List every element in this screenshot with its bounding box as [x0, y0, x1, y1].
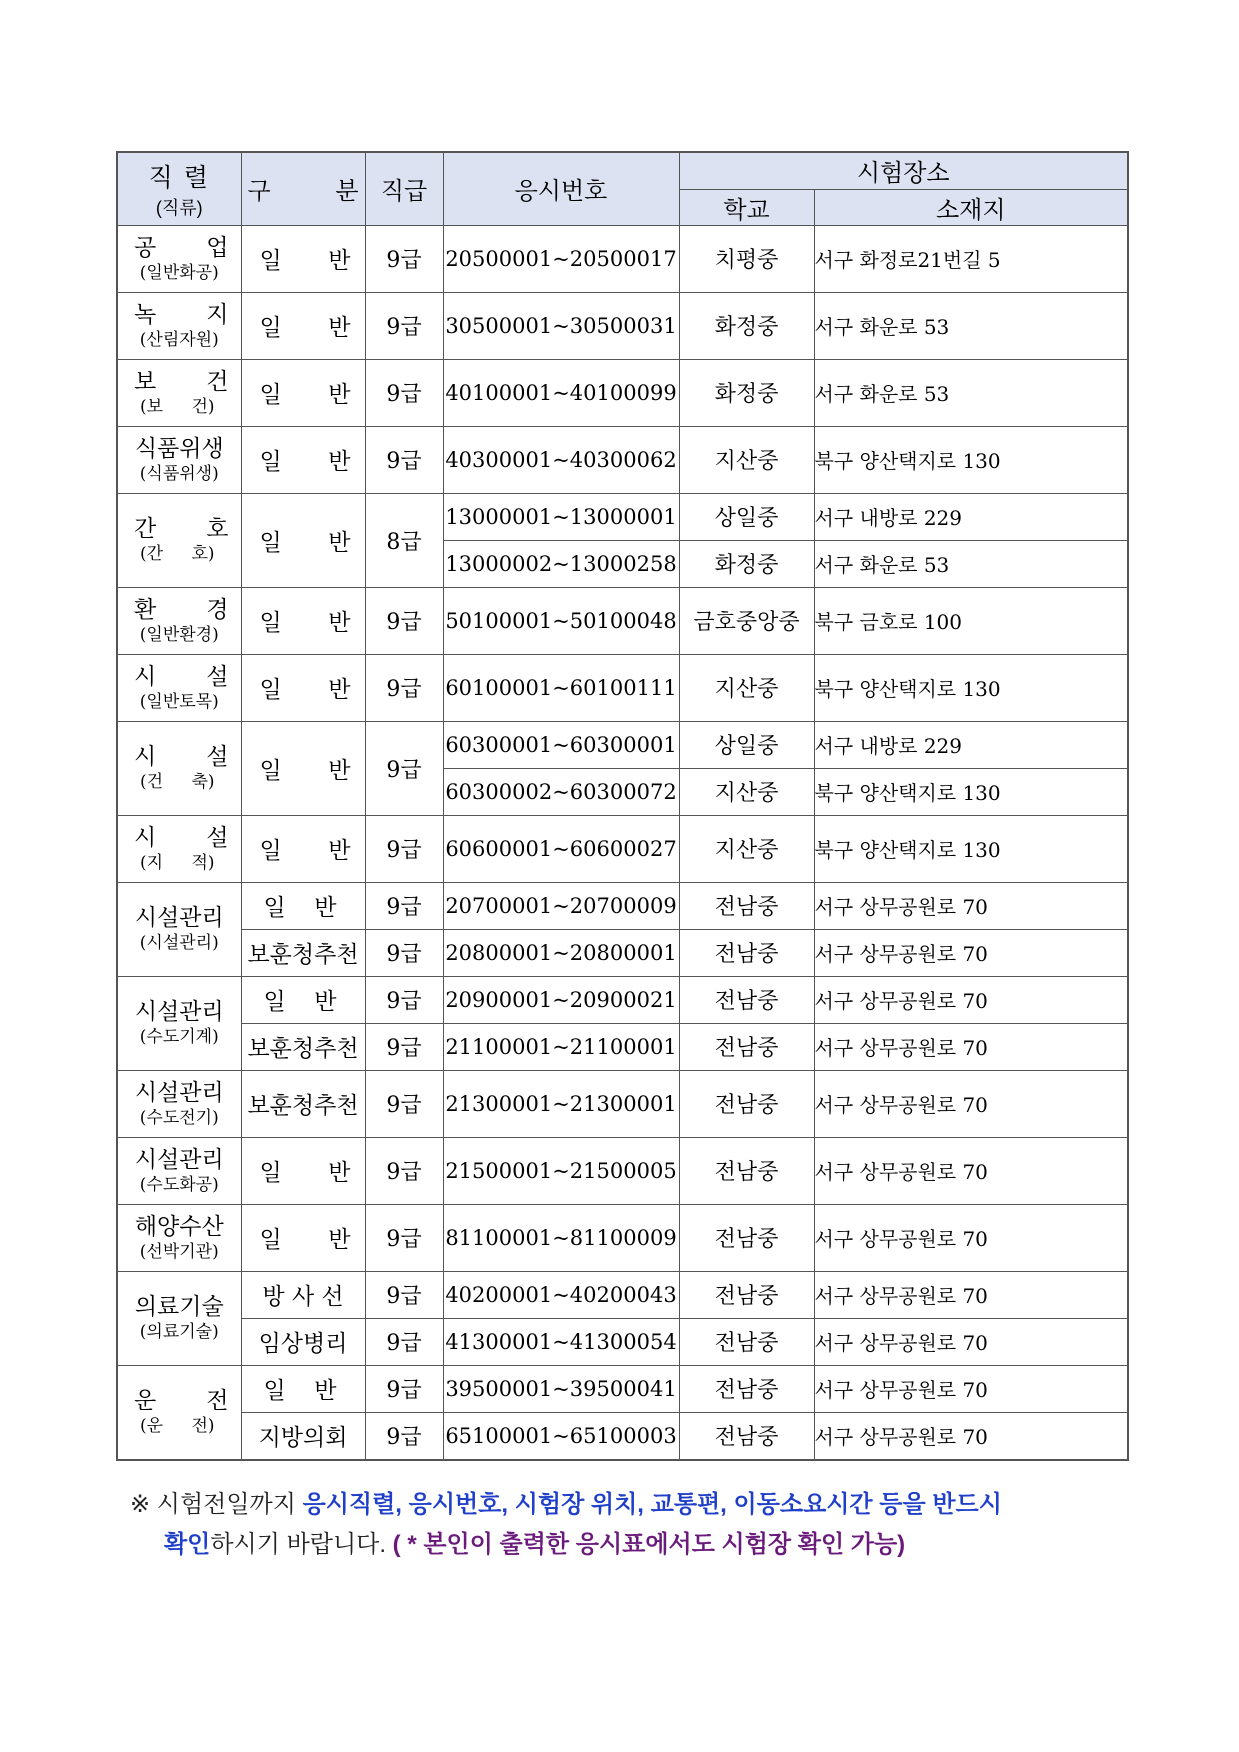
- job-cell: [117, 225, 241, 292]
- address-cell: 북구 금호로 100: [814, 587, 1128, 654]
- division-cell: 보훈청추천: [241, 929, 365, 976]
- division-cell: 일 반: [241, 1204, 365, 1271]
- job-series: 시설관리: [134, 999, 224, 1025]
- header-grade: 직급: [365, 152, 443, 225]
- school-cell: 전남중: [679, 929, 814, 976]
- table-row: [117, 587, 1128, 654]
- job-series: 공 업: [134, 234, 229, 261]
- table-row: [117, 1318, 1128, 1365]
- address-cell: 서구 내방로 229: [814, 493, 1128, 540]
- address-cell: 북구 양산택지로 130: [814, 426, 1128, 493]
- notice-text: [130, 1485, 1130, 1565]
- table-row: [117, 929, 1128, 976]
- school-cell: 전남중: [679, 1023, 814, 1070]
- address-cell: 서구 상무공원로 70: [814, 929, 1128, 976]
- grade-cell: 9급: [365, 1137, 443, 1204]
- job-category: (식품위생): [139, 463, 219, 484]
- table-row: [117, 1070, 1128, 1137]
- division-cell: 지방의회: [241, 1412, 365, 1460]
- notice-parenthetical: ( * 본인이 출력한 응시표에서도 시험장 확인 가능): [392, 1531, 906, 1558]
- job-category: (간 호): [140, 544, 215, 564]
- address-cell: 서구 화운로 53: [814, 359, 1128, 426]
- table-row: [117, 1412, 1128, 1460]
- address-cell: 서구 상무공원로 70: [814, 1204, 1128, 1271]
- division-cell: 일 반: [241, 882, 365, 929]
- job-cell: [117, 976, 241, 1070]
- job-cell: [117, 359, 241, 426]
- school-cell: 지산중: [679, 654, 814, 721]
- school-cell: 금호중앙중: [679, 587, 814, 654]
- job-cell: [117, 815, 241, 882]
- job-series: 보 건: [134, 368, 229, 395]
- header-division-left: 구: [247, 178, 271, 206]
- grade-cell: 9급: [365, 587, 443, 654]
- school-cell: 전남중: [679, 1365, 814, 1412]
- grade-cell: 9급: [365, 1271, 443, 1318]
- grade-cell: 9급: [365, 929, 443, 976]
- exam-number-cell: 20700001~20700009: [443, 882, 679, 929]
- job-cell: [117, 882, 241, 976]
- notice-line-1: [130, 1485, 1130, 1525]
- job-category: (수도화공): [139, 1174, 219, 1195]
- job-category: (건 축): [140, 772, 215, 792]
- job-series: 시 설: [134, 744, 229, 770]
- address-cell: 북구 양산택지로 130: [814, 815, 1128, 882]
- school-cell: 전남중: [679, 1070, 814, 1137]
- exam-number-cell: 20900001~20900021: [443, 976, 679, 1023]
- notice-mark: ※ 시험전일까지: [130, 1491, 296, 1518]
- grade-cell: 9급: [365, 815, 443, 882]
- table-row: [117, 976, 1128, 1023]
- table-row: [117, 1137, 1128, 1204]
- address-cell: 북구 양산택지로 130: [814, 768, 1128, 815]
- table-row: [117, 1204, 1128, 1271]
- header-school: 학교: [679, 189, 814, 225]
- division-cell: 방 사 선: [241, 1271, 365, 1318]
- job-category: (일반환경): [139, 624, 219, 645]
- table-row: [117, 426, 1128, 493]
- exam-number-cell: 30500001~30500031: [443, 292, 679, 359]
- address-cell: 서구 화운로 53: [814, 292, 1128, 359]
- table-row: [117, 654, 1128, 721]
- job-category: (시설관리): [139, 933, 219, 953]
- address-cell: 서구 화운로 53: [814, 540, 1128, 587]
- address-cell: 서구 내방로 229: [814, 721, 1128, 768]
- job-series: 간 호: [134, 516, 229, 542]
- table-row: [117, 359, 1128, 426]
- job-series: 시 설: [134, 824, 229, 851]
- school-cell: 전남중: [679, 1271, 814, 1318]
- division-cell: 일 반: [241, 815, 365, 882]
- table-row: [117, 225, 1128, 292]
- grade-cell: 9급: [365, 1023, 443, 1070]
- table-row: [117, 815, 1128, 882]
- job-category: (운 전): [140, 1416, 215, 1436]
- school-cell: 화정중: [679, 359, 814, 426]
- job-series: 녹 지: [134, 301, 229, 328]
- table-row: [117, 721, 1128, 768]
- address-cell: 서구 상무공원로 70: [814, 1023, 1128, 1070]
- division-cell: 일 반: [241, 225, 365, 292]
- job-series: 환 경: [134, 596, 229, 623]
- job-category: (지 적): [140, 852, 215, 873]
- job-series: 운 전: [134, 1388, 229, 1414]
- job-series: 시 설: [134, 663, 229, 690]
- school-cell: 지산중: [679, 426, 814, 493]
- exam-number-cell: 50100001~50100048: [443, 587, 679, 654]
- table-row: [117, 292, 1128, 359]
- school-cell: 전남중: [679, 1137, 814, 1204]
- job-series: 해양수산: [134, 1213, 224, 1240]
- exam-venue-table: [116, 151, 1129, 1461]
- division-cell: 보훈청추천: [241, 1070, 365, 1137]
- school-cell: 전남중: [679, 1412, 814, 1460]
- job-cell: [117, 1365, 241, 1460]
- address-cell: 서구 상무공원로 70: [814, 1412, 1128, 1460]
- division-cell: 일 반: [241, 587, 365, 654]
- division-cell: 일 반: [241, 1365, 365, 1412]
- header-job-category-label: (직류): [155, 197, 203, 218]
- job-category: (일반토목): [139, 691, 219, 712]
- exam-number-cell: 13000001~13000001: [443, 493, 679, 540]
- header-job-series: [117, 152, 241, 225]
- grade-cell: 9급: [365, 1412, 443, 1460]
- table-row: [117, 493, 1128, 540]
- exam-number-cell: 21100001~21100001: [443, 1023, 679, 1070]
- address-cell: 서구 상무공원로 70: [814, 1318, 1128, 1365]
- school-cell: 전남중: [679, 882, 814, 929]
- school-cell: 지산중: [679, 768, 814, 815]
- exam-number-cell: 39500001~39500041: [443, 1365, 679, 1412]
- header-division-right: 분: [335, 178, 359, 206]
- division-cell: 일 반: [241, 654, 365, 721]
- exam-number-cell: 60100001~60100111: [443, 654, 679, 721]
- job-category: (산림자원): [139, 329, 219, 350]
- grade-cell: 9급: [365, 426, 443, 493]
- job-series: 의료기술: [134, 1294, 224, 1320]
- exam-number-cell: 21300001~21300001: [443, 1070, 679, 1137]
- table-row: [117, 1271, 1128, 1318]
- job-cell: [117, 1204, 241, 1271]
- notice-confirm: 확인: [164, 1531, 211, 1558]
- job-category: (의료기술): [139, 1322, 219, 1342]
- exam-number-cell: 60600001~60600027: [443, 815, 679, 882]
- address-cell: 서구 상무공원로 70: [814, 1365, 1128, 1412]
- grade-cell: 9급: [365, 882, 443, 929]
- division-cell: 일 반: [241, 426, 365, 493]
- division-cell: 일 반: [241, 493, 365, 587]
- division-cell: 보훈청추천: [241, 1023, 365, 1070]
- job-cell: [117, 292, 241, 359]
- job-cell: [117, 1070, 241, 1137]
- school-cell: 화정중: [679, 540, 814, 587]
- exam-number-cell: 21500001~21500005: [443, 1137, 679, 1204]
- job-cell: [117, 587, 241, 654]
- address-cell: 서구 상무공원로 70: [814, 1271, 1128, 1318]
- header-exam-number: 응시번호: [443, 152, 679, 225]
- job-cell: [117, 426, 241, 493]
- division-cell: 임상병리: [241, 1318, 365, 1365]
- exam-number-cell: 60300001~60300001: [443, 721, 679, 768]
- exam-number-cell: 40300001~40300062: [443, 426, 679, 493]
- exam-number-cell: 20500001~20500017: [443, 225, 679, 292]
- job-cell: [117, 1271, 241, 1365]
- job-cell: [117, 493, 241, 587]
- header-venue: 시험장소: [679, 152, 1128, 189]
- division-cell: 일 반: [241, 359, 365, 426]
- address-cell: 서구 상무공원로 70: [814, 976, 1128, 1023]
- exam-number-cell: 13000002~13000258: [443, 540, 679, 587]
- grade-cell: 9급: [365, 1204, 443, 1271]
- division-cell: 일 반: [241, 292, 365, 359]
- school-cell: 화정중: [679, 292, 814, 359]
- grade-cell: 9급: [365, 654, 443, 721]
- grade-cell: 9급: [365, 721, 443, 815]
- grade-cell: 9급: [365, 976, 443, 1023]
- job-category: (수도전기): [139, 1107, 219, 1128]
- grade-cell: 9급: [365, 292, 443, 359]
- division-cell: 일 반: [241, 976, 365, 1023]
- school-cell: 전남중: [679, 976, 814, 1023]
- address-cell: 서구 화정로21번길 5: [814, 225, 1128, 292]
- school-cell: 상일중: [679, 493, 814, 540]
- exam-number-cell: 60300002~60300072: [443, 768, 679, 815]
- grade-cell: 9급: [365, 1070, 443, 1137]
- table-row: [117, 1365, 1128, 1412]
- job-series: 시설관리: [134, 1146, 224, 1173]
- address-cell: 서구 상무공원로 70: [814, 1137, 1128, 1204]
- header-job-series-label: 직 렬: [148, 163, 210, 192]
- division-cell: 일 반: [241, 1137, 365, 1204]
- grade-cell: 9급: [365, 359, 443, 426]
- job-cell: [117, 654, 241, 721]
- job-series: 시설관리: [134, 905, 224, 931]
- notice-emphasis: 응시직렬, 응시번호, 시험장 위치, 교통편, 이동소요시간 등을 반드시: [302, 1491, 1002, 1518]
- division-cell: 일 반: [241, 721, 365, 815]
- job-category: (보 건): [140, 396, 215, 417]
- table-row: [117, 1023, 1128, 1070]
- header-location: 소재지: [814, 189, 1128, 225]
- exam-number-cell: 81100001~81100009: [443, 1204, 679, 1271]
- job-cell: [117, 1137, 241, 1204]
- exam-number-cell: 20800001~20800001: [443, 929, 679, 976]
- exam-number-cell: 65100001~65100003: [443, 1412, 679, 1460]
- exam-number-cell: 40200001~40200043: [443, 1271, 679, 1318]
- notice-tail: 하시기 바랍니다.: [210, 1531, 386, 1558]
- job-series: 식품위생: [134, 435, 224, 462]
- job-series: 시설관리: [134, 1079, 224, 1106]
- school-cell: 전남중: [679, 1204, 814, 1271]
- grade-cell: 9급: [365, 1318, 443, 1365]
- grade-cell: 8급: [365, 493, 443, 587]
- notice-line-2: [130, 1525, 1130, 1565]
- exam-number-cell: 41300001~41300054: [443, 1318, 679, 1365]
- exam-number-cell: 40100001~40100099: [443, 359, 679, 426]
- address-cell: 서구 상무공원로 70: [814, 882, 1128, 929]
- grade-cell: 9급: [365, 1365, 443, 1412]
- address-cell: 서구 상무공원로 70: [814, 1070, 1128, 1137]
- address-cell: 북구 양산택지로 130: [814, 654, 1128, 721]
- school-cell: 지산중: [679, 815, 814, 882]
- job-cell: [117, 721, 241, 815]
- header-division: [241, 152, 365, 225]
- school-cell: 전남중: [679, 1318, 814, 1365]
- grade-cell: 9급: [365, 225, 443, 292]
- table-row: [117, 882, 1128, 929]
- job-category: (수도기계): [139, 1027, 219, 1047]
- job-category: (선박기관): [139, 1241, 219, 1262]
- job-category: (일반화공): [139, 262, 219, 283]
- school-cell: 치평중: [679, 225, 814, 292]
- school-cell: 상일중: [679, 721, 814, 768]
